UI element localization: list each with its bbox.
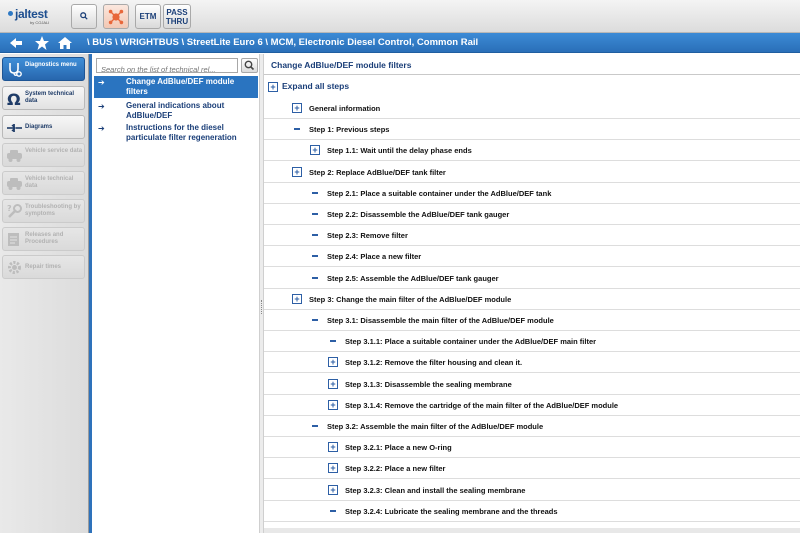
sidebar-item-label: Troubleshooting by symptoms [25, 204, 81, 217]
step-row[interactable] [264, 480, 800, 501]
collapse-dash-icon[interactable] [312, 255, 318, 257]
step-label: Step 1.1: Wait until the delay phase ends [327, 146, 472, 156]
omega-icon [6, 90, 23, 107]
collapse-dash-icon[interactable] [312, 213, 318, 215]
step-label: Step 3.1.3: Disassemble the sealing membrane [345, 379, 512, 389]
passthru-label: PASS THRU [165, 8, 189, 26]
arrow-right-icon: ➔ [98, 102, 105, 111]
passthru-button[interactable] [163, 4, 191, 29]
step-row[interactable] [264, 352, 800, 373]
step-label: Step 3.2.4: Lubricate the sealing membrane and the threads [345, 506, 558, 516]
wrench-icon [6, 203, 23, 220]
list-item[interactable] [94, 122, 258, 144]
search-box [96, 58, 238, 73]
procedure-content [264, 54, 800, 533]
step-row[interactable] [264, 501, 800, 522]
expand-plus-icon[interactable]: + [328, 442, 338, 452]
home-icon[interactable] [57, 35, 73, 51]
sidebar-item-label: System technical data [25, 91, 75, 104]
svg-text:Ω: Ω [7, 90, 21, 107]
svg-text:?: ? [7, 204, 12, 213]
step-row[interactable] [264, 268, 800, 289]
list-item-label: General indications about AdBlue/DEF [126, 101, 225, 120]
expand-all-label: Expand all steps [282, 81, 350, 91]
collapse-dash-icon[interactable] [312, 277, 318, 279]
expand-plus-icon[interactable]: + [292, 294, 302, 304]
procedures-icon [6, 231, 23, 248]
step-row[interactable] [264, 416, 800, 437]
step-label: Step 2: Replace AdBlue/DEF tank filter [309, 167, 446, 177]
search-icon [242, 59, 257, 72]
step-label: Step 2.1: Place a suitable container under the AdBlue/DEF tank [327, 188, 552, 198]
expand-plus-icon[interactable]: + [328, 400, 338, 410]
bottom-scroll-area [264, 528, 800, 533]
expand-plus-icon[interactable]: + [328, 357, 338, 367]
search-button[interactable] [241, 58, 258, 73]
splitter-grip[interactable] [261, 300, 262, 314]
step-row[interactable] [264, 246, 800, 267]
step-label: Step 3.2.3: Clean and install the sealing membrane [345, 485, 526, 495]
sidebar-item-vehicle-technical-data[interactable] [2, 171, 85, 195]
expand-plus-icon[interactable]: + [328, 485, 338, 495]
list-item[interactable] [94, 100, 258, 122]
step-row[interactable] [264, 395, 800, 416]
step-row[interactable] [264, 162, 800, 183]
etm-button[interactable] [135, 4, 161, 29]
sidebar-item-label: Vehicle service data [25, 148, 83, 154]
step-label: Step 2.3: Remove filter [327, 231, 408, 241]
sidebar-item-troubleshooting[interactable] [2, 199, 85, 223]
expand-plus-icon[interactable]: + [328, 379, 338, 389]
step-label: Step 2.4: Place a new filter [327, 252, 422, 262]
network-icon [107, 8, 125, 26]
step-label: Step 2.5: Assemble the AdBlue/DEF tank gauger [327, 273, 499, 283]
step-label: Step 1: Previous steps [309, 125, 390, 135]
sidebar-item-label: Releases and Procedures [25, 232, 64, 245]
left-sidebar [0, 54, 89, 533]
sidebar-item-repair-times[interactable] [2, 255, 85, 279]
step-row[interactable] [264, 331, 800, 352]
collapse-dash-icon[interactable] [312, 319, 318, 321]
step-label: Step 3.2: Assemble the main filter of the AdBlue/DEF module [327, 422, 544, 431]
sidebar-item-vehicle-service-data[interactable] [2, 143, 85, 167]
sidebar-item-label: Vehicle technical data [25, 176, 74, 189]
jaltest-logo [8, 5, 66, 29]
navigation-bar [0, 33, 800, 53]
sidebar-item-label: Repair times [25, 264, 62, 270]
logo-dot-icon [8, 11, 13, 16]
technical-releases-list [89, 54, 259, 533]
vehicle-icon [6, 147, 23, 164]
step-row[interactable] [264, 310, 800, 331]
search-icon [80, 12, 88, 20]
list-item-label: Instructions for the diesel particulate filter regeneration [126, 123, 237, 142]
top-toolbar [0, 0, 800, 33]
vehicle-icon [6, 175, 23, 192]
step-row[interactable] [264, 458, 800, 479]
step-label: Step 3.2.2: Place a new filter [345, 464, 446, 474]
etm-label: ETM [139, 12, 157, 21]
step-label: Step 3.2.1: Place a new O-ring [345, 443, 452, 453]
arrow-right-icon: ➔ [98, 124, 105, 133]
sidebar-item-releases-procedures[interactable] [2, 227, 85, 251]
step-row[interactable] [264, 374, 800, 395]
collapse-dash-icon[interactable] [312, 234, 318, 236]
step-label: Step 3: Change the main filter of the AdBlue/DEF module [309, 294, 512, 304]
expand-plus-icon[interactable]: + [292, 103, 302, 113]
gear-icon [6, 259, 23, 276]
expand-plus-icon[interactable]: + [292, 167, 302, 177]
breadcrumb: \ BUS \ WRIGHTBUS \ StreetLite Euro 6 \ MCM, Electronic Diesel Control, Common Rail [87, 37, 479, 48]
sidebar-item-label: Diagrams [25, 124, 53, 130]
logo-subtext: by COJALI [30, 20, 50, 25]
step-label: General information [309, 104, 381, 113]
diagram-icon [6, 119, 23, 136]
step-label: Step 3.1.2: Remove the filter housing and clean it. [345, 358, 523, 368]
step-row[interactable] [264, 119, 800, 140]
step-row[interactable] [264, 289, 800, 310]
collapse-dash-icon[interactable] [294, 128, 300, 130]
sidebar-item-label: Diagnostics menu [25, 62, 77, 68]
list-item[interactable] [94, 76, 258, 98]
step-label: Step 3.1.4: Remove the cartridge of the main filter of the AdBlue/DEF module [345, 400, 619, 410]
step-row[interactable] [264, 98, 800, 119]
step-label: Step 2.2: Disassemble the AdBlue/DEF tank gauger [327, 210, 510, 219]
search-input[interactable] [97, 63, 237, 76]
step-row[interactable] [264, 204, 800, 225]
favorites-star-icon[interactable] [34, 35, 50, 51]
step-row[interactable] [264, 437, 800, 458]
stethoscope-icon [6, 61, 23, 78]
sidebar-item-system-technical-data[interactable] [2, 86, 85, 110]
logo-text: jaltest [15, 7, 48, 21]
list-item-label: Change AdBlue/DEF module filters [126, 77, 235, 96]
step-row[interactable] [264, 225, 800, 246]
sidebar-item-diagnostics-menu[interactable] [2, 57, 85, 81]
sidebar-item-diagrams[interactable] [2, 115, 85, 139]
collapse-dash-icon[interactable] [330, 340, 336, 342]
expand-plus-icon[interactable]: + [310, 145, 320, 155]
network-button[interactable] [103, 4, 129, 29]
collapse-dash-icon[interactable] [330, 510, 336, 512]
collapse-dash-icon[interactable] [312, 192, 318, 194]
expand-plus-icon[interactable]: + [268, 82, 278, 92]
arrow-right-icon: ➔ [98, 78, 105, 87]
expand-plus-icon[interactable]: + [328, 463, 338, 473]
page-title: Change AdBlue/DEF module filters [264, 54, 800, 75]
grp-button[interactable] [71, 4, 97, 29]
step-label: Step 3.1.1: Place a suitable container under the AdBlue/DEF main filter [345, 337, 597, 347]
step-label: Step 3.1: Disassemble the main filter of the AdBlue/DEF module [327, 316, 554, 325]
step-row[interactable] [264, 140, 800, 161]
back-arrow-icon[interactable] [8, 35, 24, 51]
step-row[interactable] [264, 183, 800, 204]
collapse-dash-icon[interactable] [312, 425, 318, 427]
